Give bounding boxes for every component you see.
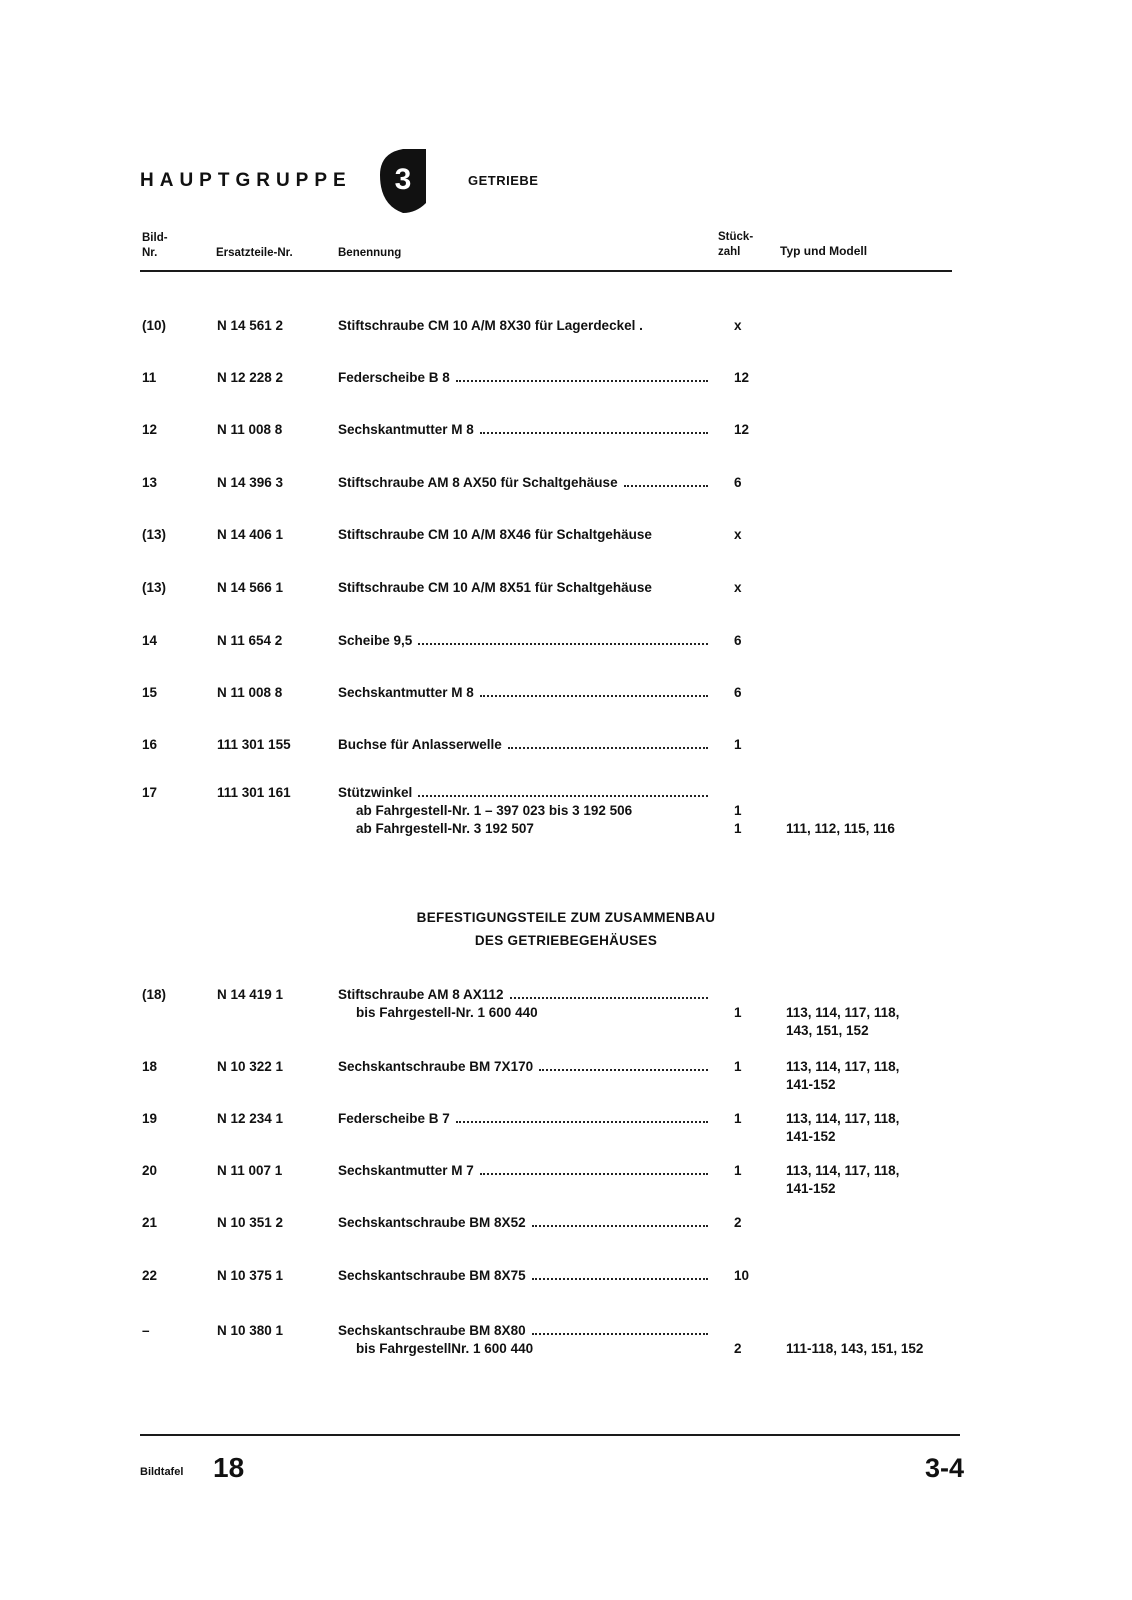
item-name-text: Sechskantmutter M 8	[338, 422, 474, 437]
part-number: N 12 234 1	[217, 1111, 284, 1126]
bild-number: (13)	[142, 527, 167, 542]
sub-type-model: 111-118, 143, 151, 152	[786, 1341, 924, 1356]
item-name	[338, 736, 710, 754]
quantity: 1	[734, 1163, 742, 1178]
bild-number: (18)	[142, 987, 167, 1002]
quantity: x	[734, 580, 742, 595]
item-name-text: Sechskantmutter M 7	[338, 1163, 474, 1178]
item-name	[338, 421, 710, 439]
item-name	[338, 1322, 710, 1340]
item-name	[338, 986, 710, 1004]
sub-line: ab Fahrgestell-Nr. 1 – 397 023 bis 3 192 506	[356, 803, 633, 818]
part-number: N 12 228 2	[217, 370, 284, 385]
part-number: N 14 396 3	[217, 475, 284, 490]
item-name	[338, 474, 710, 492]
leader-dots	[456, 370, 708, 382]
item-name-text: Scheibe 9,5	[338, 633, 413, 648]
bild-number: (13)	[142, 580, 167, 595]
group-number: 3	[394, 163, 412, 196]
sub-quantity: 1	[734, 821, 742, 836]
item-name-text: Stiftschraube CM 10 A/M 8X30 für Lagerdeckel .	[338, 318, 643, 333]
item-name-text: Stiftschraube AM 8 AX50 für Schaltgehäuse	[338, 475, 618, 490]
col-header-stueck-line1: Stück-	[718, 231, 754, 243]
bild-number: 16	[142, 737, 158, 752]
bild-number: 21	[142, 1215, 158, 1230]
item-name-text: Stiftschraube CM 10 A/M 8X46 für Schaltgehäuse	[338, 527, 652, 542]
quantity: 1	[734, 737, 742, 752]
leader-dots	[418, 785, 708, 797]
leader-dots	[510, 987, 708, 999]
section-title-line2: DES GETRIEBEGEHÄUSES	[474, 933, 658, 948]
item-name	[338, 1267, 710, 1285]
quantity: 2	[734, 1215, 742, 1230]
col-header-stueckzahl	[718, 230, 753, 260]
quantity: 1	[734, 1059, 742, 1074]
col-header-stueck-line2: zahl	[718, 246, 741, 258]
col-header-bild-line1: Bild-	[142, 232, 168, 244]
main-group-label: HAUPTGRUPPE	[140, 170, 352, 191]
leader-dots	[480, 685, 708, 697]
sub-quantity: 1	[734, 803, 742, 818]
bild-number: –	[142, 1323, 150, 1338]
leader-dots	[532, 1268, 708, 1280]
type-model: 113, 114, 117, 118,	[786, 1059, 900, 1074]
page-reference: 3-4	[925, 1453, 965, 1483]
item-name	[338, 784, 710, 802]
leader-dots	[418, 633, 708, 645]
sub-line: bis FahrgestellNr. 1 600 440	[356, 1341, 534, 1356]
item-name-text: Stiftschraube CM 10 A/M 8X51 für Schaltgehäuse	[338, 580, 652, 595]
part-number: N 10 380 1	[217, 1323, 284, 1338]
quantity: 6	[734, 633, 742, 648]
footer-rule	[140, 1434, 960, 1436]
bild-number: 13	[142, 475, 158, 490]
plate-number: 18	[213, 1452, 245, 1483]
sub-quantity: 2	[734, 1341, 742, 1356]
leader-dots	[532, 1215, 708, 1227]
leader-dots	[508, 737, 708, 749]
bild-number: 12	[142, 422, 158, 437]
part-number: N 11 654 2	[217, 633, 283, 648]
item-name-text: Federscheibe B 8	[338, 370, 450, 385]
group-subject: GETRIEBE	[468, 173, 539, 188]
item-name-text: Sechskantschraube BM 8X52	[338, 1215, 526, 1230]
leader-dots	[532, 1323, 708, 1335]
quantity: x	[734, 527, 742, 542]
item-name-text: Stiftschraube AM 8 AX112	[338, 987, 504, 1002]
item-name	[338, 579, 710, 597]
item-name	[338, 369, 710, 387]
sub-line: ab Fahrgestell-Nr. 3 192 507	[356, 821, 534, 836]
part-number: N 11 007 1	[217, 1163, 283, 1178]
item-name	[338, 526, 710, 544]
quantity: 12	[734, 370, 750, 385]
part-number: N 14 406 1	[217, 527, 284, 542]
type-model: 113, 114, 117, 118,	[786, 1163, 900, 1178]
item-name	[338, 1058, 710, 1076]
item-name-text: Sechskantmutter M 8	[338, 685, 474, 700]
col-header-bild-line2: Nr.	[142, 247, 158, 259]
col-header-typ: Typ und Modell	[780, 244, 868, 258]
quantity: 12	[734, 422, 750, 437]
leader-dots	[480, 1163, 708, 1175]
quantity: 6	[734, 475, 742, 490]
item-name	[338, 1214, 710, 1232]
group-number-badge	[376, 145, 430, 215]
sub-quantity: 1	[734, 1005, 742, 1020]
bild-number: (10)	[142, 318, 167, 333]
item-name	[338, 684, 710, 702]
part-number: N 11 008 8	[217, 685, 283, 700]
part-number: 111 301 161	[217, 785, 291, 800]
section-title-line1: BEFESTIGUNGSTEILE ZUM ZUSAMMENBAU	[416, 910, 716, 925]
item-name-text: Federscheibe B 7	[338, 1111, 450, 1126]
bild-number: 20	[142, 1163, 158, 1178]
item-name-text: Sechskantschraube BM 8X75	[338, 1268, 526, 1283]
quantity: x	[734, 318, 742, 333]
group-badge-shape-icon	[376, 145, 430, 215]
item-name	[338, 632, 710, 650]
sub-type-model: 113, 114, 117, 118,	[786, 1005, 900, 1020]
quantity: 10	[734, 1268, 750, 1283]
part-number: 111 301 155	[217, 737, 291, 752]
part-number: N 14 566 1	[217, 580, 284, 595]
part-number: N 14 419 1	[217, 987, 284, 1002]
sub-type-model: 111, 112, 115, 116	[786, 821, 895, 836]
item-name-text: Sechskantschraube BM 7X170	[338, 1059, 534, 1074]
type-model: 113, 114, 117, 118,	[786, 1111, 900, 1126]
type-model-cont: 141-152	[786, 1181, 836, 1196]
part-number: N 14 561 2	[217, 318, 284, 333]
quantity: 1	[734, 1111, 742, 1126]
bild-number: 15	[142, 685, 158, 700]
bild-number: 11	[142, 370, 157, 385]
bild-number: 19	[142, 1111, 158, 1126]
item-name-text: Sechskantschraube BM 8X80	[338, 1323, 526, 1338]
type-model-cont: 141-152	[786, 1077, 836, 1092]
bild-number: 18	[142, 1059, 158, 1074]
item-name	[338, 1162, 710, 1180]
leader-dots	[456, 1111, 708, 1123]
bild-number: 22	[142, 1268, 158, 1283]
item-name	[338, 317, 710, 335]
col-header-bild	[142, 231, 168, 261]
part-number: N 11 008 8	[217, 422, 283, 437]
sub-type-model-cont: 143, 151, 152	[786, 1023, 869, 1038]
quantity: 6	[734, 685, 742, 700]
col-header-ersatzteile: Ersatzteile-Nr.	[216, 247, 293, 259]
leader-dots	[624, 475, 708, 487]
bild-number: 14	[142, 633, 158, 648]
part-number: N 10 351 2	[217, 1215, 284, 1230]
header-rule	[140, 270, 952, 272]
item-name	[338, 1110, 710, 1128]
sub-line: bis Fahrgestell-Nr. 1 600 440	[356, 1005, 538, 1020]
item-name-text: Stützwinkel	[338, 785, 413, 800]
col-header-benennung: Benennung	[338, 247, 402, 259]
bild-number: 17	[142, 785, 158, 800]
part-number: N 10 322 1	[217, 1059, 284, 1074]
type-model-cont: 141-152	[786, 1129, 836, 1144]
footer-label: Bildtafel	[140, 1466, 184, 1478]
part-number: N 10 375 1	[217, 1268, 284, 1283]
item-name-text: Buchse für Anlasserwelle	[338, 737, 502, 752]
leader-dots	[539, 1059, 708, 1071]
leader-dots	[480, 422, 708, 434]
